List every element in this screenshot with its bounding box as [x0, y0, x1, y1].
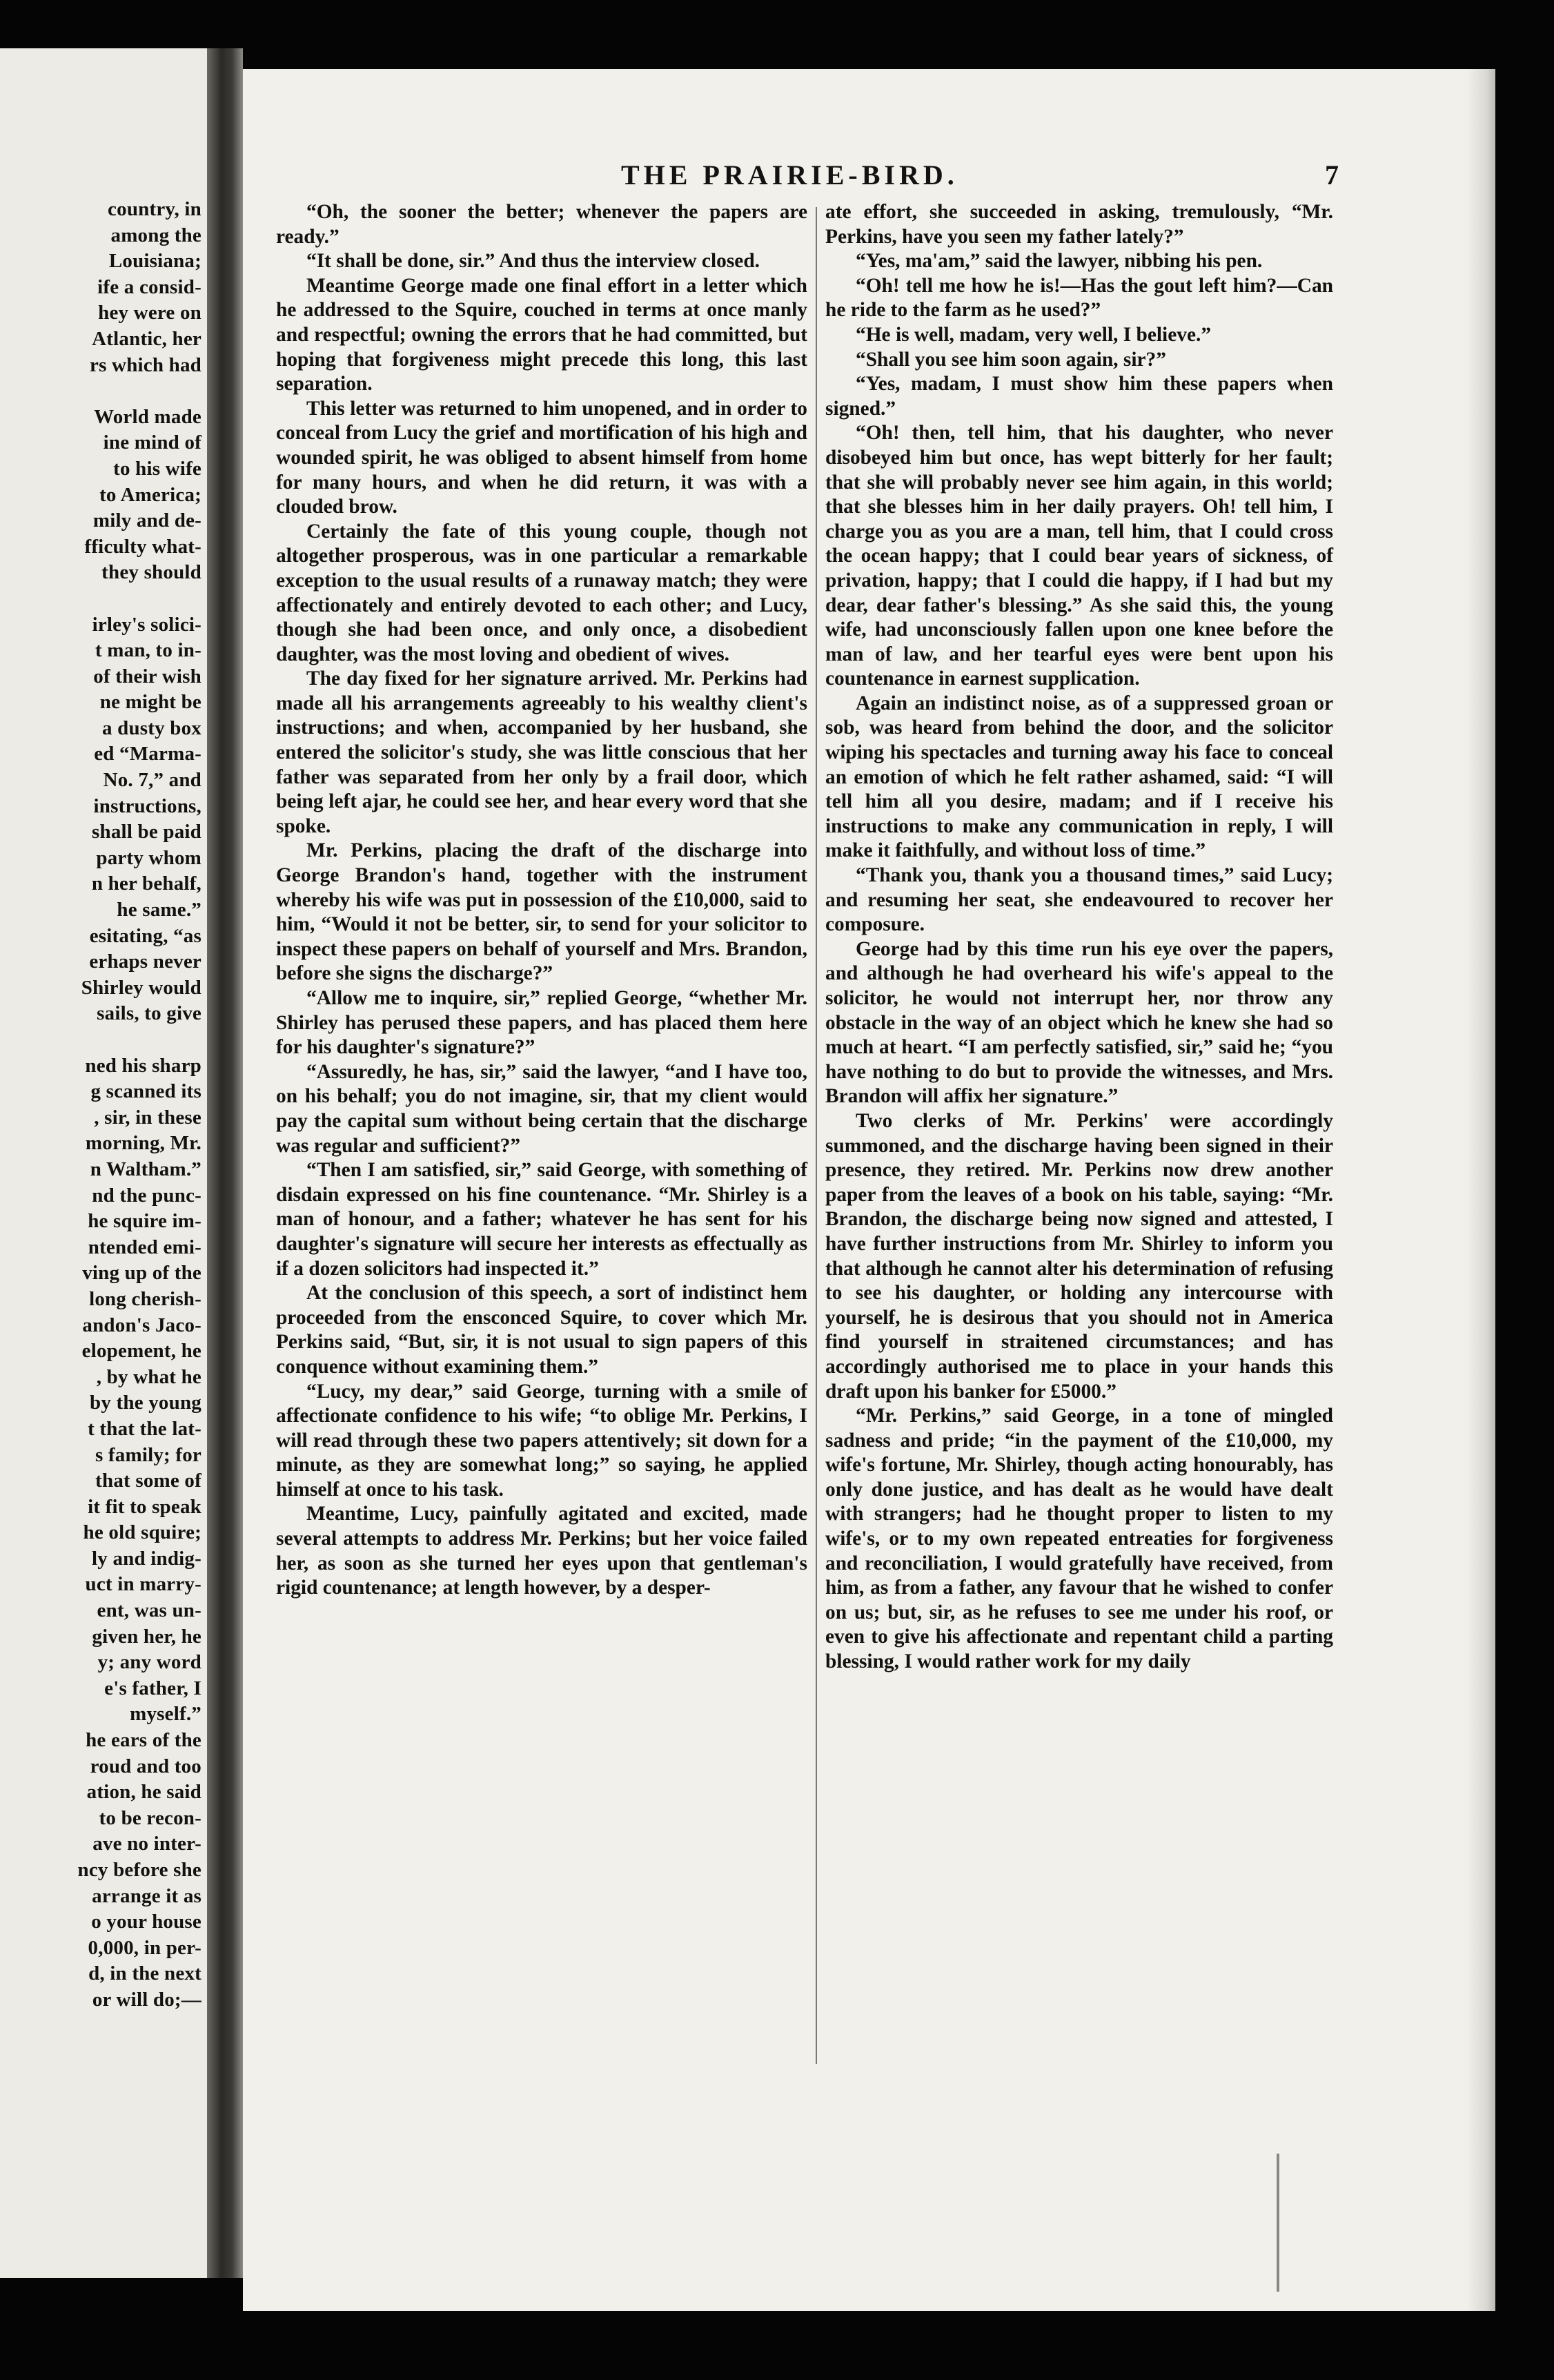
left-page-line: among the	[110, 224, 201, 246]
left-page-line: he squire im-	[88, 1210, 201, 1233]
left-page-line: that some of	[95, 1470, 201, 1492]
left-page-line: Louisiana;	[108, 250, 201, 273]
page-edge	[1466, 69, 1495, 2311]
left-page-line: roud and too	[90, 1755, 201, 1777]
left-page-line: ent, was un-	[97, 1599, 201, 1622]
left-page-text-fragments	[1, 197, 201, 2013]
left-page-line: sails, to give	[97, 1002, 201, 1025]
left-page-line: erhaps never	[89, 950, 201, 973]
left-page-line: myself.”	[130, 1703, 201, 1726]
left-page-line: o your house	[91, 1911, 201, 1933]
left-page-line: ed “Marma-	[94, 743, 201, 765]
left-page-line: ving up of the	[82, 1262, 201, 1285]
paragraph: “Oh! then, tell him, that his daughter, who never disobeyed him but once, has wept bitterly for her fault; that she will probably never see him again, in this world; that she blesses him in her daily prayers. Oh! tell him, I charge you as you are a man, tell him, that I could cross the ocean happy; that I could bear years of sickness, of privation, happy; that I could die happy, if I had but my dear, dear father's blessing.” As she said this, the young wife, had unconsciously fallen upon one knee before the man of law, and her tearful eyes were bent upon his countenance in earnest supplication.	[825, 422, 1333, 690]
left-page-line: he same.”	[117, 899, 201, 921]
paragraph: The day fixed for her signature arrived. Mr. Perkins had made all his arrangements agreeably to his wealthy client's instructions; and when, accompanied by her husband, she entered the solicitor's study, she was little conscious that her father was separated from her only by a frail door, which being left ajar, he could see her, and hear every word that she spoke.	[276, 667, 807, 837]
left-page-line: n her behalf,	[91, 872, 201, 895]
running-head: THE PRAIRIE-BIRD.	[621, 159, 958, 191]
paragraph: “It shall be done, sir.” And thus the interview closed.	[306, 250, 760, 273]
left-page-line: y; any word	[97, 1651, 201, 1674]
left-page-line: e's father, I	[104, 1677, 201, 1699]
left-page-line: No. 7,” and	[103, 769, 201, 792]
paragraph-continuation: ate effort, she succeeded in asking, tremulously, “Mr. Perkins, have you seen my father lately?”	[825, 201, 1333, 248]
left-page-line: ne might be	[99, 691, 201, 714]
left-page-line: t man, to in-	[95, 639, 201, 662]
paragraph: “Allow me to inquire, sir,” replied George, “whether Mr. Shirley has perused these papers, and has placed them here for his daughter's signature?”	[276, 987, 807, 1059]
left-page-line: ation, he said	[86, 1781, 201, 1804]
left-page-line: by the young	[90, 1392, 201, 1414]
paragraph: “Oh! tell me how he is!—Has the gout left him?—Can he ride to the farm as he used?”	[825, 274, 1333, 322]
left-page-line: ave no inter-	[92, 1833, 201, 1855]
left-page-line: uct in marry-	[85, 1573, 201, 1596]
left-page-line: 0,000, in per-	[88, 1936, 201, 1959]
left-page-line: , by what he	[96, 1365, 201, 1388]
left-page-line: s family; for	[95, 1443, 201, 1466]
left-page-line: instructions,	[93, 794, 201, 817]
left-page-line: ned his sharp	[85, 1054, 201, 1077]
left-page-line: n Waltham.”	[90, 1158, 201, 1180]
paragraph: George had by this time run his eye over the papers, and although he had overheard his wife's appeal to the solicitor, he would not interrupt her, nor throw any obstacle in the way of an object which he knew she had so much at heart. “I am perfectly satisfied, sir,” said he; “you have nothing to do but to provide the witnesses, and Mrs. Brandon will affix her signature.”	[825, 937, 1333, 1108]
paragraph: “Yes, madam, I must show him these papers when signed.”	[825, 373, 1333, 420]
left-page-line: to America;	[99, 483, 201, 506]
left-page-line: ntended emi-	[88, 1236, 201, 1258]
left-page-line: a dusty box	[101, 716, 201, 739]
left-page-line: to his wife	[113, 457, 201, 480]
left-page-line: ine mind of	[103, 431, 201, 454]
left-page-line: he old squire;	[83, 1521, 201, 1544]
left-page-line: Shirley would	[81, 976, 201, 999]
left-page-line: t that the lat-	[88, 1417, 201, 1440]
left-page-line: nd the punc-	[92, 1184, 201, 1207]
left-page-line: shall be paid	[92, 821, 201, 843]
paragraph: “Thank you, thank you a thousand times,” said Lucy; and resuming her seat, she endeavoured to recover her composure.	[825, 864, 1333, 936]
paragraph: Mr. Perkins, placing the draft of the discharge into George Brandon's hand, together with the instrument whereby his wife was put in possession of the £10,000, said to him, “Would it not be better, sir, to send for your solicitor to inspect these papers on behalf of yourself and Mrs. Brandon, before she signs the discharge?”	[276, 839, 807, 985]
left-page-line: fficulty what-	[84, 535, 201, 558]
left-page-line: or will do;—	[92, 1988, 201, 2011]
text-column-left	[276, 200, 807, 1601]
column-rule	[816, 207, 817, 2064]
left-page-line: irley's solici-	[92, 613, 201, 636]
paragraph: This letter was returned to him unopened, and in order to conceal from Lucy the grief and mortification of his high and wounded spirit, he was obliged to absent himself from home for many hours, and when he did return, it was with a clouded brow.	[276, 397, 807, 518]
left-page-line: to be recon-	[99, 1806, 201, 1829]
page-number: 7	[1325, 159, 1339, 191]
left-page-line: mily and de-	[92, 509, 201, 532]
left-page-line: of their wish	[93, 665, 201, 687]
left-page-line: hey were on	[98, 302, 201, 324]
paragraph: “Oh, the sooner the better; whenever the papers are ready.”	[276, 201, 807, 248]
scan-mark	[1277, 2154, 1279, 2292]
paragraph: At the conclusion of this speech, a sort of indistinct hem proceeded from the ensconced Squire, to cover which Mr. Perkins said, “But, sir, it is not usual to sign papers of this conquence without examining them.”	[276, 1282, 807, 1378]
left-page-line: elopement, he	[81, 1340, 201, 1363]
left-page-line: Atlantic, her	[92, 327, 201, 350]
paragraph: Meantime George made one final effort in a letter which he addressed to the Squire, couched in terms at once manly and respectful; owning the errors that he had committed, but hoping that forgiveness might precede this long, this last separation.	[276, 274, 807, 396]
left-page-line	[1, 1027, 201, 1053]
left-page-line: World made	[94, 405, 201, 428]
paragraph: “Lucy, my dear,” said George, turning with a smile of affectionate confidence to his wife; “to oblige Mr. Perkins, I will read through these two papers attentively; sit down for a minute, as they are somewhat long;” so saying, he applied himself at once to his task.	[276, 1380, 807, 1501]
book-gutter	[207, 48, 243, 2278]
left-page-line: , sir, in these	[94, 1106, 201, 1129]
left-page-line: morning, Mr.	[85, 1132, 201, 1155]
left-page	[0, 48, 207, 2278]
paragraph: Meantime, Lucy, painfully agitated and excited, made several attempts to address Mr. Perkins; but her voice failed her, as soon as she turned her eyes upon that gentleman's rigid countenance; at length however, by a desper-	[276, 1503, 807, 1599]
paragraph: “Mr. Perkins,” said George, in a tone of mingled sadness and pride; “in the payment of the £10,000, my wife's fortune, Mr. Shirley, though acting honourably, has only done justice, and has dealt as he would have dealt with strangers; had he thought proper to listen to my wife's, or to my own repeated entreaties for forgiveness and reconciliation, I would gratefully have received, from him, as from a father, any favour that he wished to confer on us; but, sir, as he refuses to see me under his roof, or even to give his affectionate and repentant child a parting blessing, I would rather work for my daily	[825, 1405, 1333, 1673]
left-page-line: given her, he	[92, 1625, 201, 1648]
left-page-line: he ears of the	[86, 1729, 201, 1752]
left-page-line: rs which had	[90, 353, 201, 376]
left-page-line: long cherish-	[89, 1287, 201, 1310]
left-page-line: g scanned its	[90, 1080, 201, 1103]
left-page-line: ly and indig-	[92, 1547, 201, 1570]
left-page-line: they should	[101, 561, 201, 584]
paragraph: “Then I am satisfied, sir,” said George, with something of disdain expressed on his fine countenance. “Mr. Shirley is a man of honour, and a father; whatever he has sent for his daughter's signature will secure her interests as effectually as if a dozen solicitors had inspected it.”	[276, 1159, 807, 1280]
left-page-line: esitating, “as	[89, 924, 201, 947]
paragraph: “Assuredly, he has, sir,” said the lawyer, “and I have too, on his behalf; you do not imagine, sir, that my client would pay the capital sum without being certain that the discharge was regular and sufficient?”	[276, 1060, 807, 1157]
left-page-line: party whom	[96, 846, 201, 869]
left-page-line: country, in	[108, 198, 201, 220]
left-page-line: ife a consid-	[97, 275, 201, 298]
left-page-line: it fit to speak	[88, 1495, 201, 1518]
left-page-line	[1, 586, 201, 612]
paragraph: “He is well, madam, very well, I believe.”	[856, 323, 1212, 346]
left-page-line: d, in the next	[88, 1962, 201, 1985]
paragraph: Two clerks of Mr. Perkins' were accordingly summoned, and the discharge having been signed in their presence, they retired. Mr. Perkins now drew another paper from the leaves of a book on his table, saying: “Mr. Brandon, the discharge being now signed and attested, I have further instructions from Mr. Shirley to inform you that although he cannot alter his determination of refusing to see his daughter, or holding any intercourse with yourself, he is desirous that you should not in America find yourself in straitened circumstances; and has accordingly authorised me to place in your hands this draft upon his banker for £5000.”	[825, 1109, 1333, 1403]
left-page-line	[1, 378, 201, 404]
paragraph: Certainly the fate of this young couple, though not altogether prosperous, was in one particular a remarkable exception to the usual results of a runaway match; they were affectionately and entirely devoted to each other; and Lucy, though she had been once, and only once, a disobedient daughter, was the most loving and obedient of wives.	[276, 520, 807, 665]
paragraph: Again an indistinct noise, as of a suppressed groan or sob, was heard from behind the door, and the solicitor wiping his spectacles and turning away his face to conceal an emotion of which he felt rather ashamed, said: “I will tell him all you desire, madam; and if I receive his instructions to make any communication in reply, I will make it faithfully, and without loss of time.”	[825, 692, 1333, 862]
paragraph: “Shall you see him soon again, sir?”	[856, 348, 1166, 371]
paragraph: “Yes, ma'am,” said the lawyer, nibbing his pen.	[856, 250, 1263, 273]
text-column-right	[825, 200, 1333, 1675]
left-page-line: ncy before she	[77, 1859, 201, 1881]
left-page-line: arrange it as	[92, 1884, 201, 1907]
left-page-line: andon's Jaco-	[82, 1314, 201, 1336]
